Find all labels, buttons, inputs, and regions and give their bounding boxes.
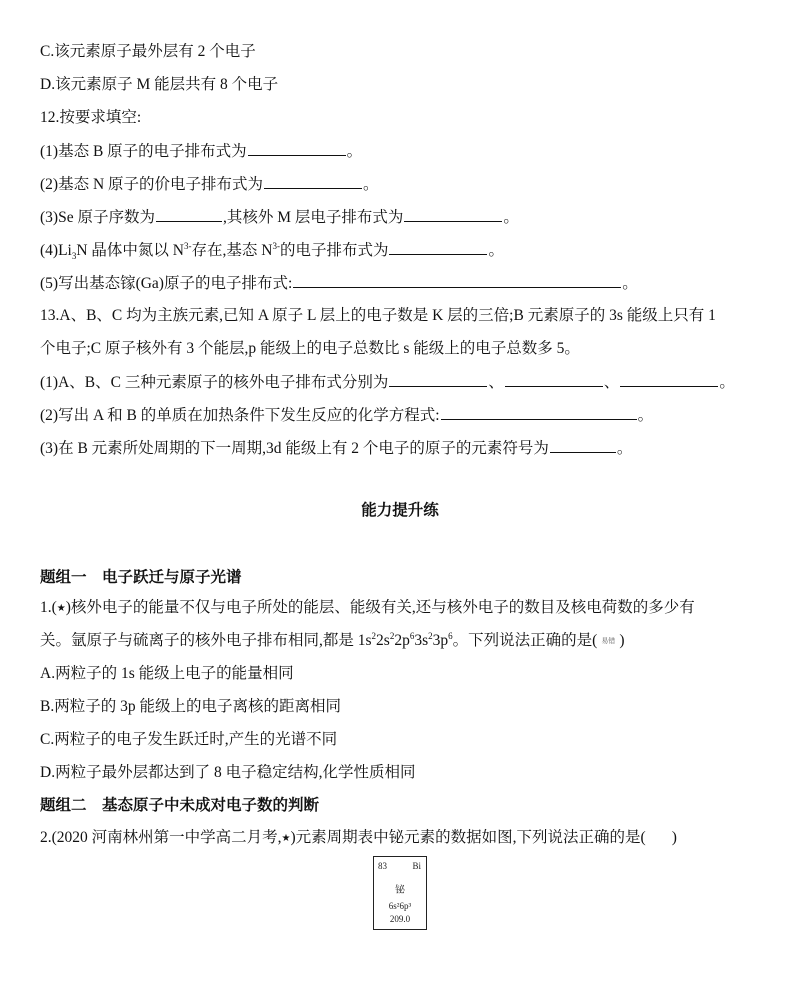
element-card-bismuth [373,856,427,930]
group1-title: 题组一 电子跃迁与原子光谱 [40,569,242,586]
star-icon: ★ [56,603,66,614]
answer-blank [505,372,603,387]
star-icon: ★ [281,833,291,844]
answer-blank [248,141,346,156]
q13-part1: (1)A、B、C 三种元素原子的核外电子排布式分别为 、 、 。 [40,374,735,391]
answer-blank [389,372,487,387]
element-symbol: Bi [412,861,421,871]
q11-option-c: C.该元素原子最外层有 2 个电子 [40,43,256,60]
q13-part2: (2)写出 A 和 B 的单质在加热条件下发生反应的化学方程式: 。 [40,407,654,424]
atomic-mass: 209.0 [389,914,411,924]
answer-blank [293,273,621,288]
answer-blank [156,207,222,222]
q12-part2: (2)基态 N 原子的价电子排布式为 。 [40,176,379,193]
group2-title: 题组二 基态原子中未成对电子数的判断 [40,797,320,814]
element-name: 铋 [395,885,405,896]
error-prone-tag: 易错 [601,637,616,646]
section-title: 能力提升练 [361,502,439,519]
q12-part1: (1)基态 B 原子的电子排布式为 。 [40,143,363,160]
g1-q1-line1: 1.(★)核外电子的能量不仅与电子所处的能层、能级有关,还与核外电子的数目及核电荷数的多少有 [40,599,695,616]
answer-blank [404,207,502,222]
q13-part3: (3)在 B 元素所处周期的下一周期,3d 能级上有 2 个电子的原子的元素符号为 。 [40,440,633,457]
g1-option-c: C.两粒子的电子发生跃迁时,产生的光谱不同 [40,731,338,748]
g1-option-b: B.两粒子的 3p 能级上的电子离核的距离相同 [40,698,341,715]
g1-option-d: D.两粒子最外层都达到了 8 电子稳定结构,化学性质相同 [40,764,416,781]
q12-part3: (3)Se 原子序数为 ,其核外 M 层电子排布式为 。 [40,209,519,226]
g1-q1-line2: 关。氩原子与硫离子的核外电子排布相同,都是 $1s^22s^22p^63s^23p^6$。下列说法正确的是( 易错 ) [40,630,625,649]
answer-blank [620,372,718,387]
answer-blank [441,405,637,420]
g1-option-a: A.两粒子的 1s 能级上电子的能量相同 [40,665,294,682]
answer-blank [389,240,487,255]
q13-stem-line2: 个电子;C 原子核外有 3 个能层,p 能级上的电子总数比 s 能级上的电子总数多 5。 [40,340,580,357]
valence-config: 6s²6p³ [388,901,412,911]
atomic-number: 83 [378,861,387,871]
answer-blank [264,174,362,189]
q12-stem: 12.按要求填空: [40,109,142,126]
g2-q2: 2.(2020 河南林州第一中学高二月考,★)元素周期表中铋元素的数据如图,下列说法正确的是( ) [40,829,677,846]
answer-blank [550,438,616,453]
q13-stem-line1: 13.A、B、C 均为主族元素,已知 A 原子 L 层上的电子数是 K 层的三倍;B 元素原子的 3s 能级上只有 1 [40,307,716,324]
q12-part4: $(4)Li_3N$ 晶体中氮以 $N^{3-}$存在,基态 $N^{3-}$的电子排布式为 。 [40,240,504,262]
q12-part5: (5)写出基态镓(Ga)原子的电子排布式: 。 [40,275,638,292]
q11-option-d: D.该元素原子 M 能层共有 8 个电子 [40,76,279,93]
